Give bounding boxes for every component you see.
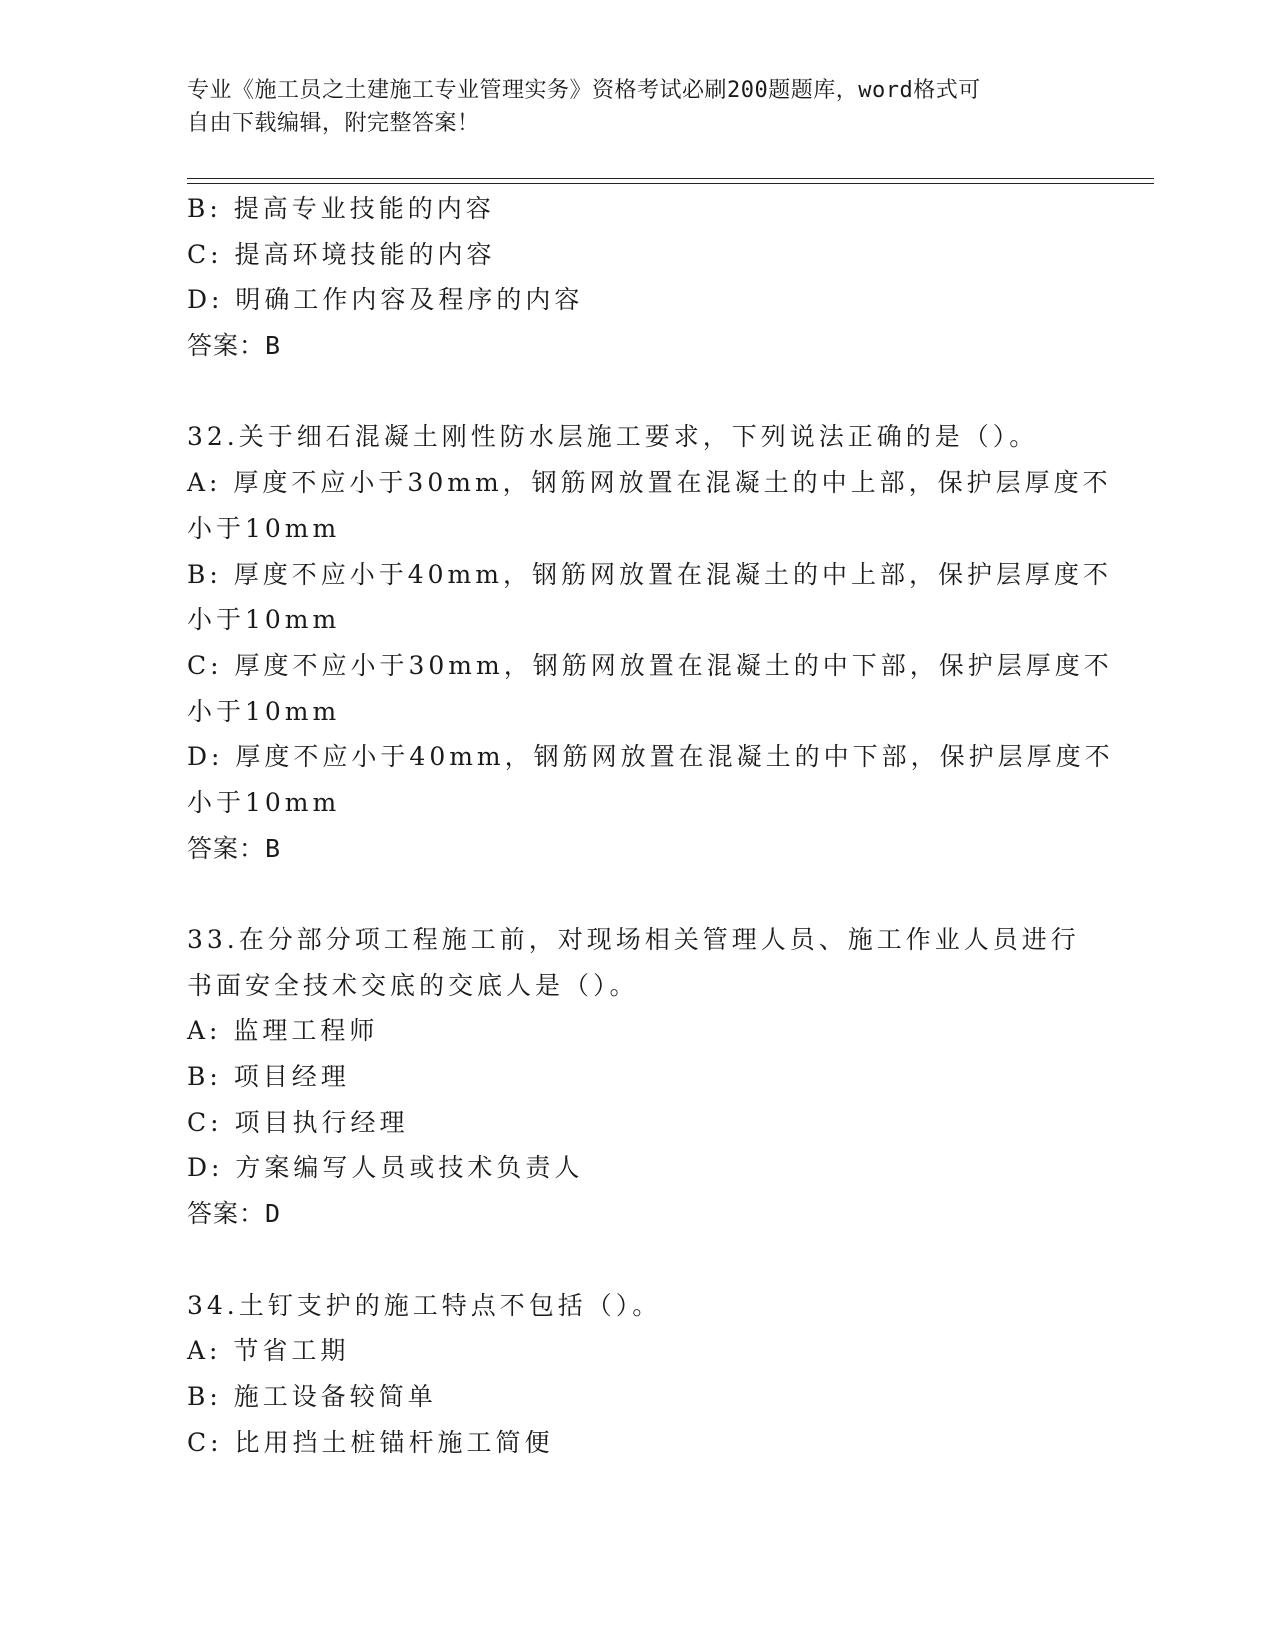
q34-option-b: B: 施工设备较简单 (187, 1381, 437, 1411)
q31-option-c: C: 提高环境技能的内容 (187, 239, 496, 269)
header-line-2: 自由下载编辑，附完整答案！ (187, 111, 480, 136)
q33-option-b: B: 项目经理 (187, 1062, 350, 1092)
spacer (187, 369, 1087, 415)
q31-option-b: B: 提高专业技能的内容 (187, 194, 495, 223)
q32-option-c-line1: C: 厚度不应小于30mm，钢筋网放置在混凝土的中下部，保护层厚度不 (187, 650, 1113, 680)
document-header (187, 74, 1087, 140)
q32-answer: 答案：B (187, 833, 282, 863)
spacer (187, 871, 1087, 917)
header-rule-top (187, 178, 1154, 179)
header-line-1: 专业《施工员之土建施工专业管理实务》资格考试必刷200题题库，word格式可 (187, 78, 981, 103)
q32-option-b-line1: B: 厚度不应小于40mm，钢筋网放置在混凝土的中上部，保护层厚度不 (187, 559, 1112, 589)
q33-stem-line2: 书面安全技术交底的交底人是（）。 (187, 970, 639, 1000)
q31-option-d: D: 明确工作内容及程序的内容 (187, 285, 584, 315)
header-rule-bottom (187, 183, 1154, 184)
spacer (187, 1237, 1087, 1283)
q34-option-a: A: 节省工期 (187, 1336, 350, 1366)
q32-option-d-line1: D: 厚度不应小于40mm，钢筋网放置在混凝土的中下部，保护层厚度不 (187, 742, 1114, 772)
q33-option-c: C: 项目执行经理 (187, 1107, 409, 1137)
q32-option-a-line2: 小于10mm (187, 513, 341, 543)
q33-stem-line1: 33.在分部分项工程施工前，对现场相关管理人员、施工作业人员进行 (187, 925, 1080, 954)
q34-stem: 34.土钉支护的施工特点不包括（）。 (187, 1290, 662, 1320)
q34-option-c: C: 比用挡土桩锚杆施工简便 (187, 1427, 554, 1457)
q33-option-a: A: 监理工程师 (187, 1016, 379, 1046)
q32-stem: 32.关于细石混凝土刚性防水层施工要求，下列说法正确的是（）。 (187, 422, 1039, 452)
q33-answer: 答案：D (187, 1199, 282, 1229)
question-list (187, 186, 1114, 1465)
q32-option-b-line2: 小于10mm (187, 605, 341, 635)
q32-option-c-line2: 小于10mm (187, 696, 341, 726)
q32-option-a-line1: A: 厚度不应小于30mm，钢筋网放置在混凝土的中上部，保护层厚度不 (187, 468, 1112, 498)
q32-option-d-line2: 小于10mm (187, 787, 341, 817)
q33-option-d: D: 方案编写人员或技术负责人 (187, 1153, 584, 1183)
q31-answer: 答案：B (187, 331, 282, 361)
